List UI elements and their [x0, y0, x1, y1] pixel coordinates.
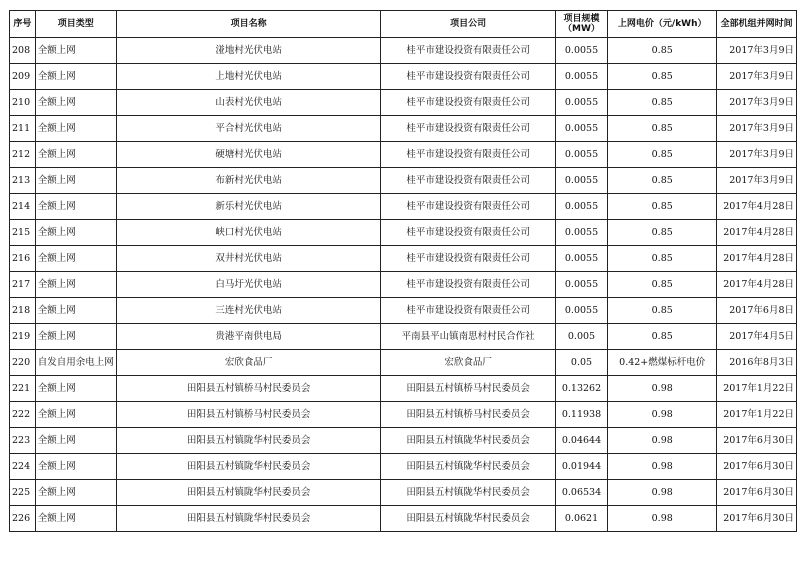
- cell-price: 0.85: [608, 142, 717, 168]
- cell-price: 0.42+燃煤标杆电价: [608, 350, 717, 376]
- cell-capacity: 0.01944: [555, 454, 607, 480]
- cell-type: 全额上网: [35, 168, 116, 194]
- cell-project-name: 峡口村光伏电站: [116, 220, 381, 246]
- cell-no: 218: [10, 298, 36, 324]
- cell-capacity: 0.13262: [555, 376, 607, 402]
- cell-project-name: 上地村光伏电站: [116, 64, 381, 90]
- cell-no: 226: [10, 506, 36, 532]
- table-row: [10, 376, 797, 402]
- header-company: 项目公司: [381, 11, 555, 38]
- cell-price: 0.85: [608, 220, 717, 246]
- cell-no: 225: [10, 480, 36, 506]
- cell-price: 0.85: [608, 246, 717, 272]
- cell-price: 0.85: [608, 116, 717, 142]
- cell-capacity: 0.0055: [555, 116, 607, 142]
- cell-grid-date: 2017年3月9日: [717, 116, 797, 142]
- cell-company: 桂平市建设投资有限责任公司: [381, 168, 555, 194]
- header-row: [10, 11, 797, 38]
- cell-company: 桂平市建设投资有限责任公司: [381, 116, 555, 142]
- cell-project-name: 湴地村光伏电站: [116, 38, 381, 64]
- table-row: [10, 480, 797, 506]
- table-row: [10, 90, 797, 116]
- cell-no: 220: [10, 350, 36, 376]
- cell-type: 全额上网: [35, 402, 116, 428]
- cell-project-name: 田阳县五村镇陇华村民委员会: [116, 454, 381, 480]
- cell-company: 平南县平山镇南思村村民合作社: [381, 324, 555, 350]
- cell-project-name: 硬塘村光伏电站: [116, 142, 381, 168]
- cell-company: 桂平市建设投资有限责任公司: [381, 272, 555, 298]
- cell-capacity: 0.0055: [555, 220, 607, 246]
- cell-company: 田阳县五村镇陇华村民委员会: [381, 480, 555, 506]
- cell-project-name: 田阳县五村镇陇华村民委员会: [116, 506, 381, 532]
- cell-project-name: 贵港平南供电局: [116, 324, 381, 350]
- table-row: [10, 506, 797, 532]
- cell-project-name: 新乐村光伏电站: [116, 194, 381, 220]
- cell-no: 221: [10, 376, 36, 402]
- cell-type: 全额上网: [35, 272, 116, 298]
- cell-company: 桂平市建设投资有限责任公司: [381, 194, 555, 220]
- cell-project-name: 山表村光伏电站: [116, 90, 381, 116]
- cell-grid-date: 2017年6月30日: [717, 428, 797, 454]
- cell-grid-date: 2017年6月30日: [717, 480, 797, 506]
- cell-type: 全额上网: [35, 38, 116, 64]
- cell-capacity: 0.0055: [555, 168, 607, 194]
- table-row: [10, 298, 797, 324]
- cell-project-name: 田阳县五村镇桥马村民委员会: [116, 376, 381, 402]
- cell-type: 全额上网: [35, 90, 116, 116]
- header-capacity: 项目规模（MW）: [555, 11, 607, 38]
- table-row: [10, 168, 797, 194]
- cell-grid-date: 2017年4月28日: [717, 272, 797, 298]
- table-row: [10, 350, 797, 376]
- cell-grid-date: 2017年4月28日: [717, 246, 797, 272]
- cell-type: 自发自用余电上网: [35, 350, 116, 376]
- cell-no: 224: [10, 454, 36, 480]
- cell-capacity: 0.0055: [555, 298, 607, 324]
- cell-price: 0.98: [608, 506, 717, 532]
- cell-company: 桂平市建设投资有限责任公司: [381, 38, 555, 64]
- table-row: [10, 116, 797, 142]
- header-price: 上网电价（元/kWh）: [608, 11, 717, 38]
- cell-price: 0.85: [608, 38, 717, 64]
- cell-no: 210: [10, 90, 36, 116]
- cell-company: 桂平市建设投资有限责任公司: [381, 298, 555, 324]
- cell-no: 215: [10, 220, 36, 246]
- table-row: [10, 454, 797, 480]
- cell-grid-date: 2016年8月3日: [717, 350, 797, 376]
- cell-project-name: 田阳县五村镇陇华村民委员会: [116, 480, 381, 506]
- cell-company: 桂平市建设投资有限责任公司: [381, 64, 555, 90]
- cell-company: 桂平市建设投资有限责任公司: [381, 142, 555, 168]
- cell-no: 214: [10, 194, 36, 220]
- cell-type: 全额上网: [35, 116, 116, 142]
- cell-type: 全额上网: [35, 142, 116, 168]
- cell-type: 全额上网: [35, 220, 116, 246]
- cell-no: 211: [10, 116, 36, 142]
- cell-price: 0.85: [608, 324, 717, 350]
- header-no: 序号: [10, 11, 36, 38]
- cell-grid-date: 2017年6月30日: [717, 506, 797, 532]
- cell-price: 0.85: [608, 272, 717, 298]
- cell-price: 0.98: [608, 402, 717, 428]
- cell-capacity: 0.04644: [555, 428, 607, 454]
- table-row: [10, 272, 797, 298]
- cell-grid-date: 2017年3月9日: [717, 64, 797, 90]
- cell-capacity: 0.0055: [555, 194, 607, 220]
- header-name: 项目名称: [116, 11, 381, 38]
- cell-type: 全额上网: [35, 506, 116, 532]
- table-row: [10, 402, 797, 428]
- cell-project-name: 平合村光伏电站: [116, 116, 381, 142]
- cell-company: 桂平市建设投资有限责任公司: [381, 220, 555, 246]
- cell-price: 0.98: [608, 376, 717, 402]
- cell-no: 213: [10, 168, 36, 194]
- cell-capacity: 0.06534: [555, 480, 607, 506]
- table-row: [10, 428, 797, 454]
- projects-table: [9, 10, 797, 532]
- cell-grid-date: 2017年3月9日: [717, 90, 797, 116]
- cell-company: 田阳县五村镇陇华村民委员会: [381, 506, 555, 532]
- cell-type: 全额上网: [35, 454, 116, 480]
- cell-project-name: 宏欣食品厂: [116, 350, 381, 376]
- table-row: [10, 246, 797, 272]
- table-row: [10, 38, 797, 64]
- cell-capacity: 0.0055: [555, 38, 607, 64]
- cell-price: 0.85: [608, 64, 717, 90]
- cell-grid-date: 2017年4月28日: [717, 194, 797, 220]
- cell-capacity: 0.005: [555, 324, 607, 350]
- cell-no: 217: [10, 272, 36, 298]
- cell-project-name: 三连村光伏电站: [116, 298, 381, 324]
- table-row: [10, 220, 797, 246]
- cell-capacity: 0.0055: [555, 246, 607, 272]
- cell-company: 田阳县五村镇桥马村民委员会: [381, 376, 555, 402]
- cell-no: 219: [10, 324, 36, 350]
- cell-price: 0.85: [608, 90, 717, 116]
- cell-no: 222: [10, 402, 36, 428]
- cell-company: 宏欣食品厂: [381, 350, 555, 376]
- cell-company: 田阳县五村镇陇华村民委员会: [381, 428, 555, 454]
- cell-type: 全额上网: [35, 246, 116, 272]
- cell-price: 0.98: [608, 428, 717, 454]
- cell-capacity: 0.05: [555, 350, 607, 376]
- cell-project-name: 布新村光伏电站: [116, 168, 381, 194]
- cell-project-name: 双井村光伏电站: [116, 246, 381, 272]
- table-row: [10, 194, 797, 220]
- table-row: [10, 142, 797, 168]
- cell-type: 全额上网: [35, 298, 116, 324]
- table-body: [10, 38, 797, 532]
- cell-company: 田阳县五村镇陇华村民委员会: [381, 454, 555, 480]
- cell-grid-date: 2017年3月9日: [717, 38, 797, 64]
- cell-price: 0.98: [608, 480, 717, 506]
- cell-capacity: 0.0055: [555, 64, 607, 90]
- cell-grid-date: 2017年1月22日: [717, 402, 797, 428]
- cell-grid-date: 2017年3月9日: [717, 168, 797, 194]
- cell-price: 0.85: [608, 298, 717, 324]
- cell-capacity: 0.0055: [555, 272, 607, 298]
- cell-type: 全额上网: [35, 376, 116, 402]
- cell-no: 216: [10, 246, 36, 272]
- cell-grid-date: 2017年3月9日: [717, 142, 797, 168]
- cell-price: 0.85: [608, 168, 717, 194]
- cell-no: 212: [10, 142, 36, 168]
- table-row: [10, 64, 797, 90]
- cell-project-name: 田阳县五村镇陇华村民委员会: [116, 428, 381, 454]
- cell-type: 全额上网: [35, 428, 116, 454]
- cell-project-name: 田阳县五村镇桥马村民委员会: [116, 402, 381, 428]
- cell-project-name: 白马圩光伏电站: [116, 272, 381, 298]
- cell-grid-date: 2017年1月22日: [717, 376, 797, 402]
- cell-price: 0.85: [608, 194, 717, 220]
- cell-no: 209: [10, 64, 36, 90]
- cell-grid-date: 2017年6月8日: [717, 298, 797, 324]
- header-type: 项目类型: [35, 11, 116, 38]
- cell-company: 桂平市建设投资有限责任公司: [381, 90, 555, 116]
- cell-type: 全额上网: [35, 480, 116, 506]
- cell-type: 全额上网: [35, 324, 116, 350]
- cell-grid-date: 2017年4月5日: [717, 324, 797, 350]
- cell-capacity: 0.0055: [555, 142, 607, 168]
- cell-price: 0.98: [608, 454, 717, 480]
- table-row: [10, 324, 797, 350]
- cell-type: 全额上网: [35, 64, 116, 90]
- cell-capacity: 0.0621: [555, 506, 607, 532]
- cell-grid-date: 2017年4月28日: [717, 220, 797, 246]
- cell-type: 全额上网: [35, 194, 116, 220]
- cell-company: 桂平市建设投资有限责任公司: [381, 246, 555, 272]
- header-date: 全部机组并网时间: [717, 11, 797, 38]
- cell-no: 208: [10, 38, 36, 64]
- cell-no: 223: [10, 428, 36, 454]
- cell-company: 田阳县五村镇桥马村民委员会: [381, 402, 555, 428]
- cell-grid-date: 2017年6月30日: [717, 454, 797, 480]
- cell-capacity: 0.11938: [555, 402, 607, 428]
- cell-capacity: 0.0055: [555, 90, 607, 116]
